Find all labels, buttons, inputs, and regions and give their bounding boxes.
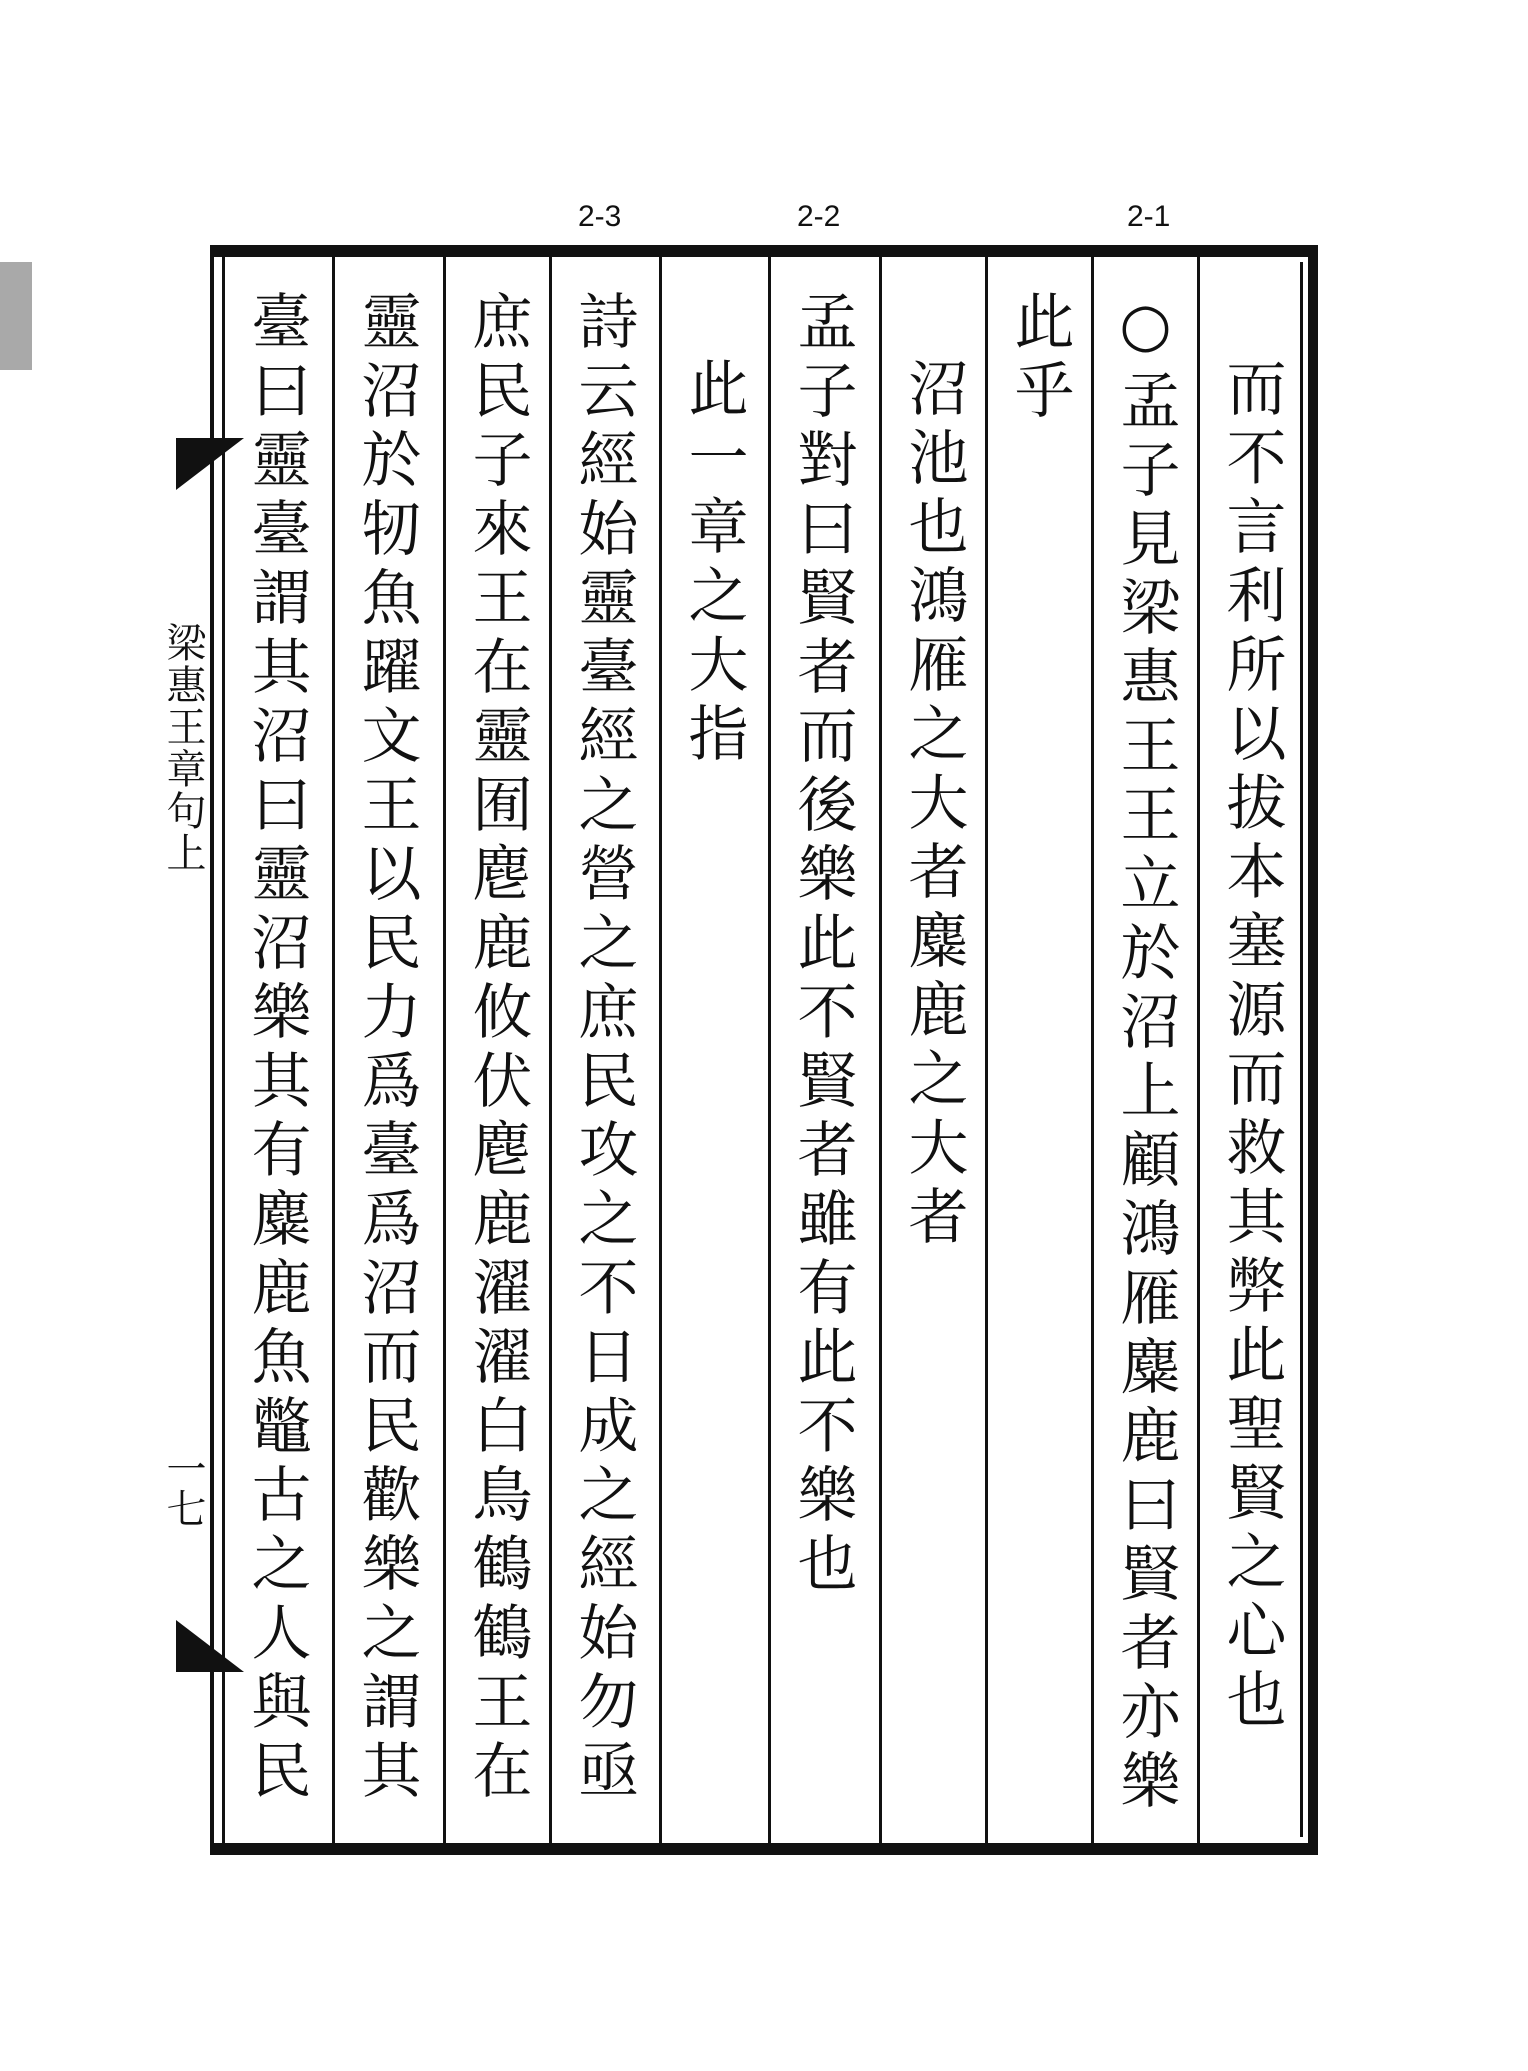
text-column-2 xyxy=(1091,257,1197,1843)
text-column-8 xyxy=(443,257,549,1843)
column-6-text: 此一章之大指 xyxy=(678,357,749,771)
column-4-text: 沼池也鴻雁之大者麋鹿之大者 xyxy=(898,357,969,1254)
column-5-text: 孟子對曰賢者而後樂此不賢者雖有此不樂也 xyxy=(787,290,858,1601)
column-number-2-1: 2-1 xyxy=(1127,200,1171,233)
page-edge-tab xyxy=(0,262,32,370)
text-column-10 xyxy=(222,257,328,1843)
text-column-9 xyxy=(332,257,438,1843)
column-2-text: ○孟子見梁惠王王立於沼上顧鴻雁麋鹿曰賢者亦樂 xyxy=(1110,290,1181,1818)
column-9-text: 靈沼於牣魚躍文王以民力爲臺爲沼而民歡樂之謂其 xyxy=(351,290,422,1808)
column-3-text: 此乎 xyxy=(1004,290,1075,428)
column-number-2-3: 2-3 xyxy=(578,200,622,233)
text-column-6 xyxy=(659,257,765,1843)
column-10-text: 臺曰靈臺謂其沼曰靈沼樂其有麋鹿魚鼈古之人與民 xyxy=(241,290,312,1808)
column-1-text: 而不言利所以拔本塞源而救其弊此聖賢之心也 xyxy=(1216,357,1287,1737)
text-column-1 xyxy=(1197,257,1303,1843)
chapter-title: 梁惠王章句上 xyxy=(160,622,206,874)
text-column-3 xyxy=(985,257,1091,1843)
page-number: 一七 xyxy=(160,1448,206,1528)
text-column-4 xyxy=(879,257,985,1843)
text-column-7 xyxy=(549,257,655,1843)
column-number-2-2: 2-2 xyxy=(797,200,841,233)
text-column-5 xyxy=(768,257,874,1843)
column-7-text: 詩云經始靈臺經之營之庶民攻之不日成之經始勿亟 xyxy=(568,290,639,1808)
column-8-text: 庶民子來王在靈囿麀鹿攸伏麀鹿濯濯白鳥鶴鶴王在 xyxy=(462,290,533,1808)
